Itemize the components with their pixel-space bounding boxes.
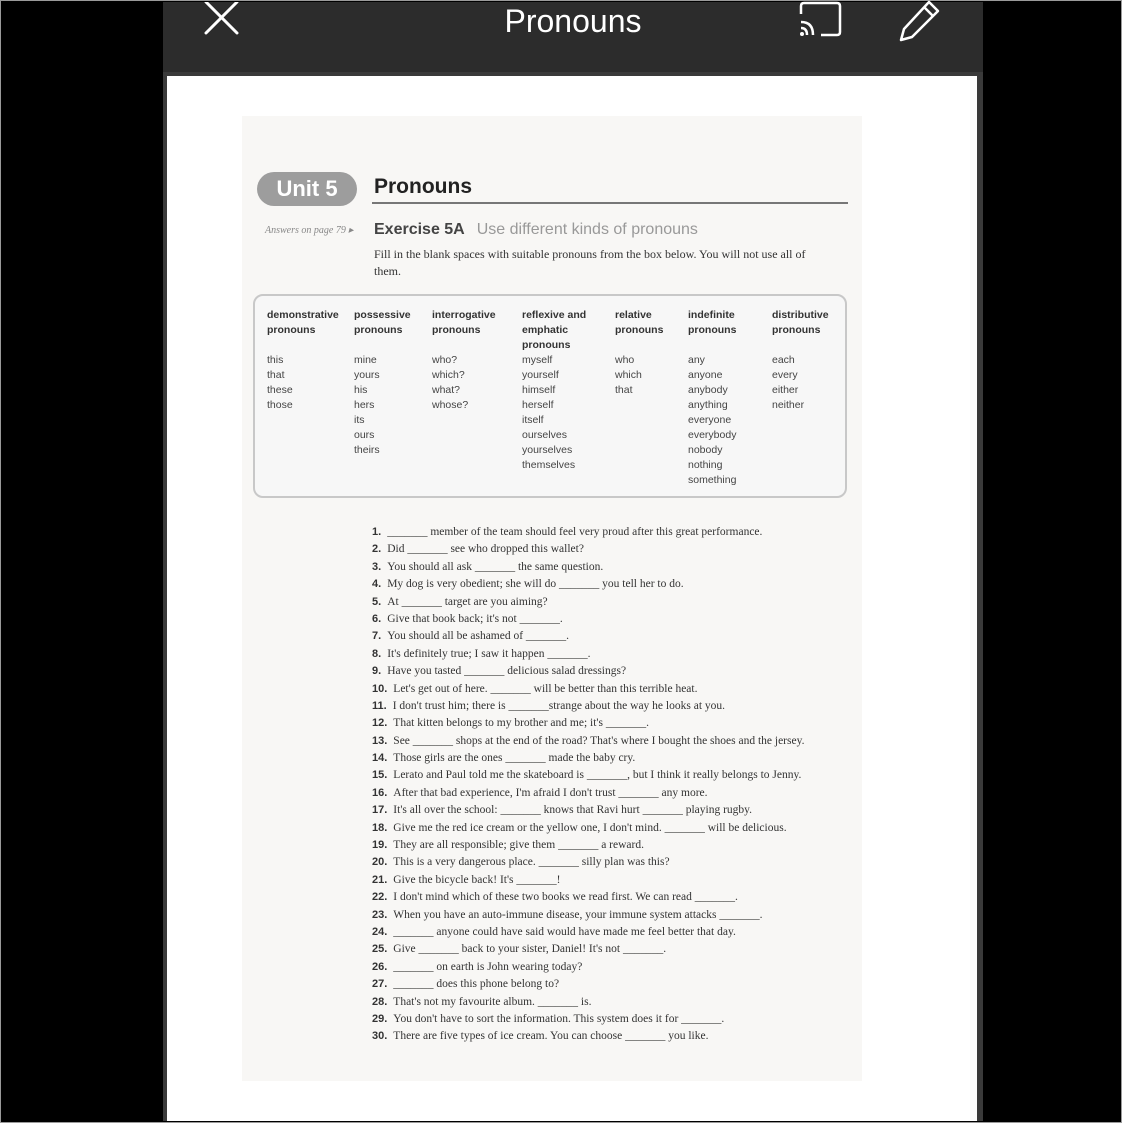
pronoun-column-header: indefinite pronouns bbox=[688, 309, 737, 336]
question-item bbox=[372, 837, 852, 854]
pronoun-item: that bbox=[267, 369, 285, 381]
question-item bbox=[372, 541, 852, 558]
question-text: I don't trust him; there is _______strange about the way he looks at you. bbox=[392, 699, 726, 712]
question-number: 2. bbox=[372, 543, 382, 556]
question-number: 10. bbox=[372, 682, 388, 695]
pronoun-item: those bbox=[267, 399, 293, 411]
pronoun-item: yourself bbox=[522, 369, 559, 381]
pronoun-item: every bbox=[772, 369, 798, 381]
pronoun-item: themselves bbox=[522, 459, 576, 471]
question-number: 4. bbox=[372, 578, 382, 591]
question-text: It's definitely true; I saw it happen _______. bbox=[387, 647, 591, 660]
question-item bbox=[372, 976, 852, 993]
pronoun-item: ourselves bbox=[522, 429, 567, 441]
question-item bbox=[372, 663, 852, 680]
question-list bbox=[372, 524, 852, 1046]
pronoun-items bbox=[615, 353, 663, 398]
pronoun-column bbox=[522, 308, 586, 473]
question-item bbox=[372, 941, 852, 958]
pronoun-column bbox=[688, 308, 736, 488]
pronoun-box bbox=[253, 294, 847, 498]
pronoun-item: anyone bbox=[688, 369, 723, 381]
question-text: _______ on earth is John wearing today? bbox=[393, 960, 583, 973]
pronoun-item: which bbox=[615, 369, 642, 381]
pronoun-item: whose? bbox=[432, 399, 469, 411]
pronoun-item: everybody bbox=[688, 429, 737, 441]
question-number: 16. bbox=[372, 786, 388, 799]
pronoun-item: that bbox=[615, 384, 633, 396]
pronoun-item: something bbox=[688, 474, 737, 486]
pronoun-item: these bbox=[267, 384, 293, 396]
question-number: 12. bbox=[372, 717, 388, 730]
question-item bbox=[372, 802, 852, 819]
question-text: See _______ shops at the end of the road? That's where I bought the shoes and the jersey. bbox=[393, 734, 805, 747]
question-item bbox=[372, 628, 852, 645]
left-letterbox bbox=[2, 2, 162, 1121]
pronoun-item: anything bbox=[688, 399, 728, 411]
viewer-toolbar bbox=[163, 2, 983, 72]
question-number: 27. bbox=[372, 978, 388, 991]
pronoun-item: yourselves bbox=[522, 444, 573, 456]
question-item bbox=[372, 889, 852, 906]
question-number: 5. bbox=[372, 595, 382, 608]
pronoun-item: himself bbox=[522, 384, 556, 396]
question-item bbox=[372, 594, 852, 611]
question-text: Give that book back; it's not _______. bbox=[387, 612, 563, 625]
question-item bbox=[372, 715, 852, 732]
pronoun-item: this bbox=[267, 354, 284, 366]
cast-button[interactable] bbox=[797, 0, 843, 38]
question-text: After that bad experience, I'm afraid I don't trust _______ any more. bbox=[393, 786, 708, 799]
question-text: Lerato and Paul told me the skateboard is _______, but I think it really belongs to Jenny. bbox=[393, 769, 802, 782]
question-text: My dog is very obedient; she will do _______ you tell her to do. bbox=[387, 578, 684, 591]
pronoun-item: any bbox=[688, 354, 705, 366]
question-item bbox=[372, 854, 852, 871]
pronoun-item: hers bbox=[354, 399, 375, 411]
pronoun-item: which? bbox=[432, 369, 465, 381]
question-number: 19. bbox=[372, 839, 388, 852]
pronoun-column-header: possessive pronouns bbox=[354, 309, 411, 336]
pronoun-column bbox=[432, 308, 496, 413]
question-text: They are all responsible; give them _______ a reward. bbox=[393, 839, 644, 852]
document-viewer bbox=[163, 2, 983, 1121]
question-item bbox=[372, 994, 852, 1011]
question-number: 17. bbox=[372, 804, 388, 817]
right-letterbox bbox=[983, 2, 1120, 1121]
pronoun-items bbox=[267, 353, 339, 413]
question-text: You should all ask _______ the same question. bbox=[387, 560, 604, 573]
question-text: I don't mind which of these two books we read first. We can read _______. bbox=[393, 891, 738, 904]
question-number: 9. bbox=[372, 665, 382, 678]
question-text: That's not my favourite album. _______ is. bbox=[393, 995, 592, 1008]
question-item bbox=[372, 1011, 852, 1028]
question-number: 20. bbox=[372, 856, 388, 869]
pronoun-item: theirs bbox=[354, 444, 380, 456]
pronoun-items bbox=[522, 353, 586, 473]
question-text: Let's get out of here. _______ will be better than this terrible heat. bbox=[393, 682, 698, 695]
pronoun-column-header: reflexive and emphatic pronouns bbox=[522, 309, 587, 351]
cast-icon bbox=[797, 0, 843, 38]
question-text: _______ does this phone belong to? bbox=[393, 978, 560, 991]
question-item bbox=[372, 767, 852, 784]
question-number: 8. bbox=[372, 647, 382, 660]
question-item bbox=[372, 872, 852, 889]
question-item bbox=[372, 611, 852, 628]
question-number: 6. bbox=[372, 612, 382, 625]
question-text: This is a very dangerous place. _______ silly plan was this? bbox=[393, 856, 670, 869]
unit-title: Pronouns bbox=[374, 175, 472, 198]
question-text: That kitten belongs to my brother and me; it's _______. bbox=[393, 717, 649, 730]
exercise-subtitle: Use different kinds of pronouns bbox=[476, 221, 698, 238]
question-item bbox=[372, 698, 852, 715]
pronoun-item: nobody bbox=[688, 444, 723, 456]
page-title: Pronouns bbox=[504, 3, 642, 39]
pronoun-item: who bbox=[615, 354, 635, 366]
question-number: 26. bbox=[372, 960, 388, 973]
question-text: Did _______ see who dropped this wallet? bbox=[387, 543, 584, 556]
question-text: _______ member of the team should feel very proud after this great performance. bbox=[387, 526, 763, 538]
pronoun-item: his bbox=[354, 384, 368, 396]
question-number: 11. bbox=[372, 699, 387, 712]
question-text: You should all be ashamed of _______. bbox=[387, 630, 570, 643]
question-number: 15. bbox=[372, 769, 388, 782]
question-text: When you have an auto-immune disease, your immune system attacks _______. bbox=[393, 908, 763, 921]
pronoun-column-header: distributive pronouns bbox=[772, 309, 829, 336]
pronoun-item: itself bbox=[522, 414, 544, 426]
pronoun-item: mine bbox=[354, 354, 377, 366]
question-text: Give me the red ice cream or the yellow one, I don't mind. _______ will be delicious. bbox=[393, 821, 787, 834]
exercise-heading bbox=[374, 220, 698, 240]
pronoun-item: either bbox=[772, 384, 799, 396]
pronoun-column bbox=[267, 308, 339, 413]
pronoun-item: herself bbox=[522, 399, 554, 411]
question-text: At _______ target are you aiming? bbox=[387, 595, 548, 608]
question-item bbox=[372, 924, 852, 941]
title-rule bbox=[372, 202, 848, 204]
question-item bbox=[372, 1028, 852, 1045]
pronoun-item: yours bbox=[354, 369, 380, 381]
question-number: 1. bbox=[372, 526, 382, 538]
edit-button[interactable] bbox=[897, 0, 943, 42]
question-number: 21. bbox=[372, 873, 388, 886]
pronoun-column bbox=[354, 308, 411, 458]
question-number: 13. bbox=[372, 734, 388, 747]
pronoun-items bbox=[432, 353, 496, 413]
pronoun-column-header: interrogative pronouns bbox=[432, 309, 496, 336]
question-number: 22. bbox=[372, 891, 388, 904]
question-item bbox=[372, 733, 852, 750]
question-text: It's all over the school: _______ knows that Ravi hurt _______ playing rugby. bbox=[393, 804, 753, 817]
pronoun-item: ours bbox=[354, 429, 375, 441]
question-number: 25. bbox=[372, 943, 388, 956]
unit-badge: Unit 5 bbox=[257, 172, 357, 206]
question-text: Give _______ back to your sister, Daniel! It's not _______. bbox=[393, 943, 667, 956]
pronoun-item: everyone bbox=[688, 414, 732, 426]
question-number: 30. bbox=[372, 1030, 388, 1043]
answers-note: Answers on page 79 ▸ bbox=[265, 225, 354, 236]
question-item bbox=[372, 750, 852, 767]
pronoun-items bbox=[688, 353, 736, 488]
pencil-icon bbox=[897, 0, 943, 42]
pronoun-items bbox=[772, 353, 829, 413]
question-item bbox=[372, 959, 852, 976]
question-number: 23. bbox=[372, 908, 388, 921]
pronoun-column-header: demonstrative pronouns bbox=[267, 309, 339, 336]
question-number: 7. bbox=[372, 630, 382, 643]
exercise-instructions: Fill in the blank spaces with suitable pronouns from the box below. You will not use all of them. bbox=[374, 247, 806, 278]
question-number: 3. bbox=[372, 560, 382, 573]
pronoun-item: anybody bbox=[688, 384, 728, 396]
pronoun-item: who? bbox=[432, 354, 458, 366]
pronoun-column bbox=[772, 308, 829, 413]
pronoun-item: nothing bbox=[688, 459, 723, 471]
pronoun-item: myself bbox=[522, 354, 553, 366]
question-number: 24. bbox=[372, 925, 388, 938]
pronoun-item: each bbox=[772, 354, 795, 366]
pronoun-item: its bbox=[354, 414, 365, 426]
pronoun-item: what? bbox=[432, 384, 461, 396]
question-number: 28. bbox=[372, 995, 388, 1008]
question-item bbox=[372, 524, 852, 541]
pronoun-column-header: relative pronouns bbox=[615, 309, 664, 336]
question-item bbox=[372, 576, 852, 593]
question-item bbox=[372, 820, 852, 837]
question-number: 29. bbox=[372, 1012, 388, 1025]
question-item bbox=[372, 785, 852, 802]
question-item bbox=[372, 907, 852, 924]
pronoun-column bbox=[615, 308, 663, 398]
exercise-title: Exercise 5A bbox=[374, 221, 465, 238]
question-item bbox=[372, 559, 852, 576]
question-text: Those girls are the ones _______ made the baby cry. bbox=[393, 752, 636, 765]
question-item bbox=[372, 681, 852, 698]
document-page bbox=[167, 76, 977, 1121]
pronoun-items bbox=[354, 353, 411, 458]
question-text: There are five types of ice cream. You can choose _______ you like. bbox=[393, 1030, 709, 1043]
question-text: You don't have to sort the information. This system does it for _______. bbox=[393, 1012, 725, 1025]
question-number: 14. bbox=[372, 752, 388, 765]
question-text: Have you tasted _______ delicious salad dressings? bbox=[387, 665, 627, 678]
pronoun-item: neither bbox=[772, 399, 805, 411]
question-item bbox=[372, 646, 852, 663]
question-text: Give the bicycle back! It's _______! bbox=[393, 873, 561, 886]
question-number: 18. bbox=[372, 821, 388, 834]
question-text: _______ anyone could have said would have made me feel better that day. bbox=[393, 925, 736, 938]
